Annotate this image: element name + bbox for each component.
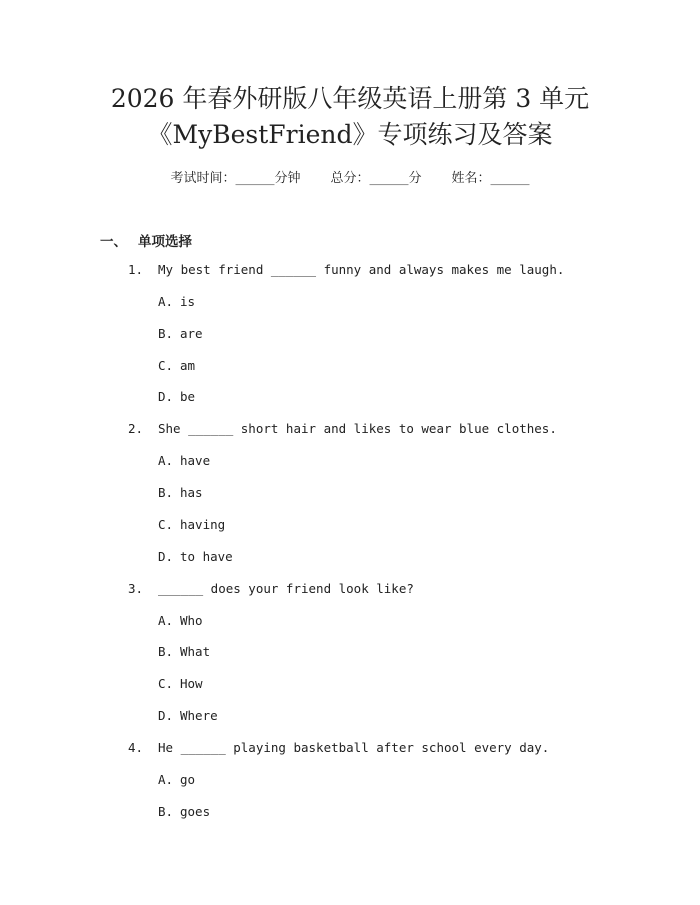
option-2b [158,485,203,501]
option-text: Who [180,613,203,628]
exam-info-line [0,170,700,188]
section-number: 一、 [100,234,127,250]
option-letter: C. [158,358,174,373]
document-title-line-1: 2026 年春外研版八年级英语上册第 3 单元 [110,84,590,113]
document-title-line-2: 《MyBestFriend》专项练习及答案 [147,120,553,149]
option-letter: B. [158,485,174,500]
question-number: 2. [128,421,144,436]
student-name-label: 姓名：______ [451,171,530,186]
option-text: How [180,676,203,691]
option-1a [158,294,195,310]
option-letter: D. [158,549,174,564]
question-2 [128,421,557,437]
option-text: to have [180,549,233,564]
option-text: is [180,294,196,309]
option-text: goes [180,804,211,819]
option-2d [158,549,233,565]
option-text: has [180,485,203,500]
exam-time-label: 考试时间：______分钟 [170,171,301,186]
option-text: am [180,358,196,373]
section-heading [100,230,192,250]
option-4b [158,804,210,820]
option-text: have [180,453,211,468]
question-1 [128,262,564,278]
option-letter: C. [158,517,174,532]
option-letter: A. [158,772,174,787]
option-4a [158,772,195,788]
question-text: My best friend ______ funny and always makes me laugh. [158,262,565,277]
option-text: go [180,772,196,787]
question-number: 1. [128,262,144,277]
option-text: be [180,389,196,404]
question-text: ______ does your friend look like? [158,581,414,596]
option-text: Where [180,708,218,723]
option-3a [158,613,203,629]
option-letter: B. [158,804,174,819]
question-3 [128,581,414,597]
option-letter: A. [158,613,174,628]
option-3d [158,708,218,724]
option-letter: A. [158,294,174,309]
option-2c [158,517,225,533]
option-3b [158,644,210,660]
option-letter: B. [158,326,174,341]
question-number: 4. [128,740,144,755]
option-1d [158,389,195,405]
question-text: He ______ playing basketball after school every day. [158,740,550,755]
option-1b [158,326,203,342]
option-letter: D. [158,708,174,723]
section-title: 单项选择 [138,234,192,250]
total-score-label: 总分：______分 [330,171,422,186]
option-text: having [180,517,226,532]
option-letter: C. [158,676,174,691]
option-letter: D. [158,389,174,404]
option-2a [158,453,210,469]
question-number: 3. [128,581,144,596]
option-letter: B. [158,644,174,659]
option-text: What [180,644,211,659]
option-3c [158,676,203,692]
option-text: are [180,326,203,341]
option-letter: A. [158,453,174,468]
question-4 [128,740,549,756]
question-text: She ______ short hair and likes to wear blue clothes. [158,421,557,436]
option-1c [158,358,195,374]
